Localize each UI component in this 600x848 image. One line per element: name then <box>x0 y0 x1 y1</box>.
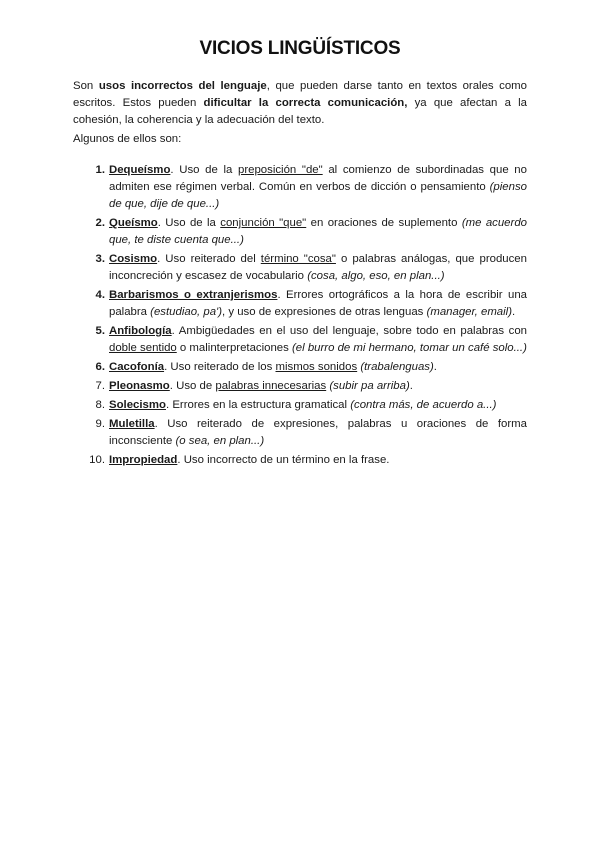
item-text: . Uso de <box>169 380 216 392</box>
item-term: Impropiedad <box>109 454 178 466</box>
item-example: (estudiao, pa') <box>150 306 222 318</box>
intro-bold-text: usos incorrectos del lenguaje <box>98 80 267 92</box>
item-term: Queísmo <box>109 217 158 229</box>
item-underlined: palabras innecesarias <box>215 380 327 392</box>
list-item-solecismo <box>73 397 527 414</box>
item-term: Cosismo <box>109 253 158 265</box>
item-number: 9. <box>95 418 105 430</box>
list-item-muletilla <box>73 416 527 450</box>
item-number: 7. <box>95 380 105 392</box>
item-example: (el burro de mi hermano, tomar un café solo...) <box>292 342 527 354</box>
list-item-barbarismos <box>73 287 527 321</box>
list-item-anfibologia <box>73 323 527 357</box>
item-text: en oraciones de suplemento <box>306 217 462 229</box>
intro-text: Son <box>73 80 99 92</box>
item-text: . Uso reiterado de expresiones, palabras u oraciones de forma inconsciente <box>109 418 527 447</box>
intro-text: , que pueden darse tanto en textos orales como escritos. Estos pueden <box>73 80 527 109</box>
list-item-pleonasmo <box>73 378 527 395</box>
item-text: . Ambigüedades en el uso del lenguaje, sobre todo en palabras con <box>171 325 527 337</box>
item-text: . Uso reiterado del <box>157 253 261 265</box>
intro-text: ya que afectan a la cohesión, la coherencia y la adecuación del texto. <box>73 97 527 126</box>
item-text: . Uso reiterado de los <box>164 361 276 373</box>
item-term: Muletilla <box>109 418 155 430</box>
item-example: (trabalenguas) <box>360 361 434 373</box>
list-item-impropiedad <box>73 452 527 469</box>
item-term: Anfibología <box>109 325 172 337</box>
item-underlined: doble sentido <box>109 342 177 354</box>
list-item-queismo <box>73 215 527 249</box>
item-number: 6. <box>95 361 105 373</box>
item-number: 10. <box>89 454 105 466</box>
item-text: o palabras análogas, que producen inconcreción y escasez de vocabulario <box>109 253 527 282</box>
list-item-cosismo <box>73 251 527 285</box>
item-term: Pleonasmo <box>109 380 170 392</box>
intro-paragraph <box>73 78 527 129</box>
item-term: Dequeísmo <box>109 164 171 176</box>
list-item-dequeismo <box>73 162 527 213</box>
item-text: . Errores ortográficos a la hora de escribir una palabra <box>109 289 528 318</box>
item-text: . Uso de la <box>170 164 238 176</box>
item-underlined: término "cosa" <box>260 253 336 265</box>
item-text: . Uso incorrecto de un término en la frase. <box>177 454 390 466</box>
item-underlined: conjunción "que" <box>220 217 307 229</box>
item-example: (pienso de que, dije de que...) <box>109 181 527 210</box>
item-term: Cacofonía <box>109 361 165 373</box>
item-text: o malinterpretaciones <box>176 342 292 354</box>
item-example: (manager, email) <box>426 306 512 318</box>
item-text: . Uso de la <box>157 217 221 229</box>
item-example: (o sea, en plan...) <box>175 435 265 447</box>
item-underlined: mismos sonidos <box>275 361 358 373</box>
document-title: VICIOS LINGÜÍSTICOS <box>199 38 401 59</box>
item-example: (me acuerdo que, te diste cuenta que...) <box>109 217 527 246</box>
item-example: (subir pa arriba) <box>329 380 410 392</box>
item-number: 1. <box>95 164 105 176</box>
item-number: 8. <box>95 399 105 411</box>
vicios-list <box>73 162 527 469</box>
item-number: 3. <box>95 253 105 265</box>
intro-bold-text: dificultar la correcta comunicación, <box>203 97 408 109</box>
item-example: (cosa, algo, eso, en plan...) <box>307 270 445 282</box>
item-text: . Errores en la estructura gramatical <box>165 399 351 411</box>
item-text: , y uso de expresiones de otras lenguas <box>222 306 427 318</box>
item-text: . <box>433 361 437 373</box>
list-item-cacofonia <box>73 359 527 376</box>
item-example: (contra más, de acuerdo a...) <box>350 399 497 411</box>
item-number: 5. <box>95 325 105 337</box>
item-term: Solecismo <box>109 399 166 411</box>
intro-lead: Algunos de ellos son: <box>73 133 182 145</box>
item-text: al comienzo de subordinadas que no admiten ese régimen verbal. Común en verbos de dicción o pensamiento <box>109 164 527 193</box>
item-text: . <box>409 380 413 392</box>
item-term: Barbarismos o extranjerismos <box>109 289 278 301</box>
item-text: . <box>512 306 516 318</box>
item-underlined: preposición "de" <box>238 164 323 176</box>
item-number: 2. <box>95 217 105 229</box>
item-number: 4. <box>95 289 105 301</box>
